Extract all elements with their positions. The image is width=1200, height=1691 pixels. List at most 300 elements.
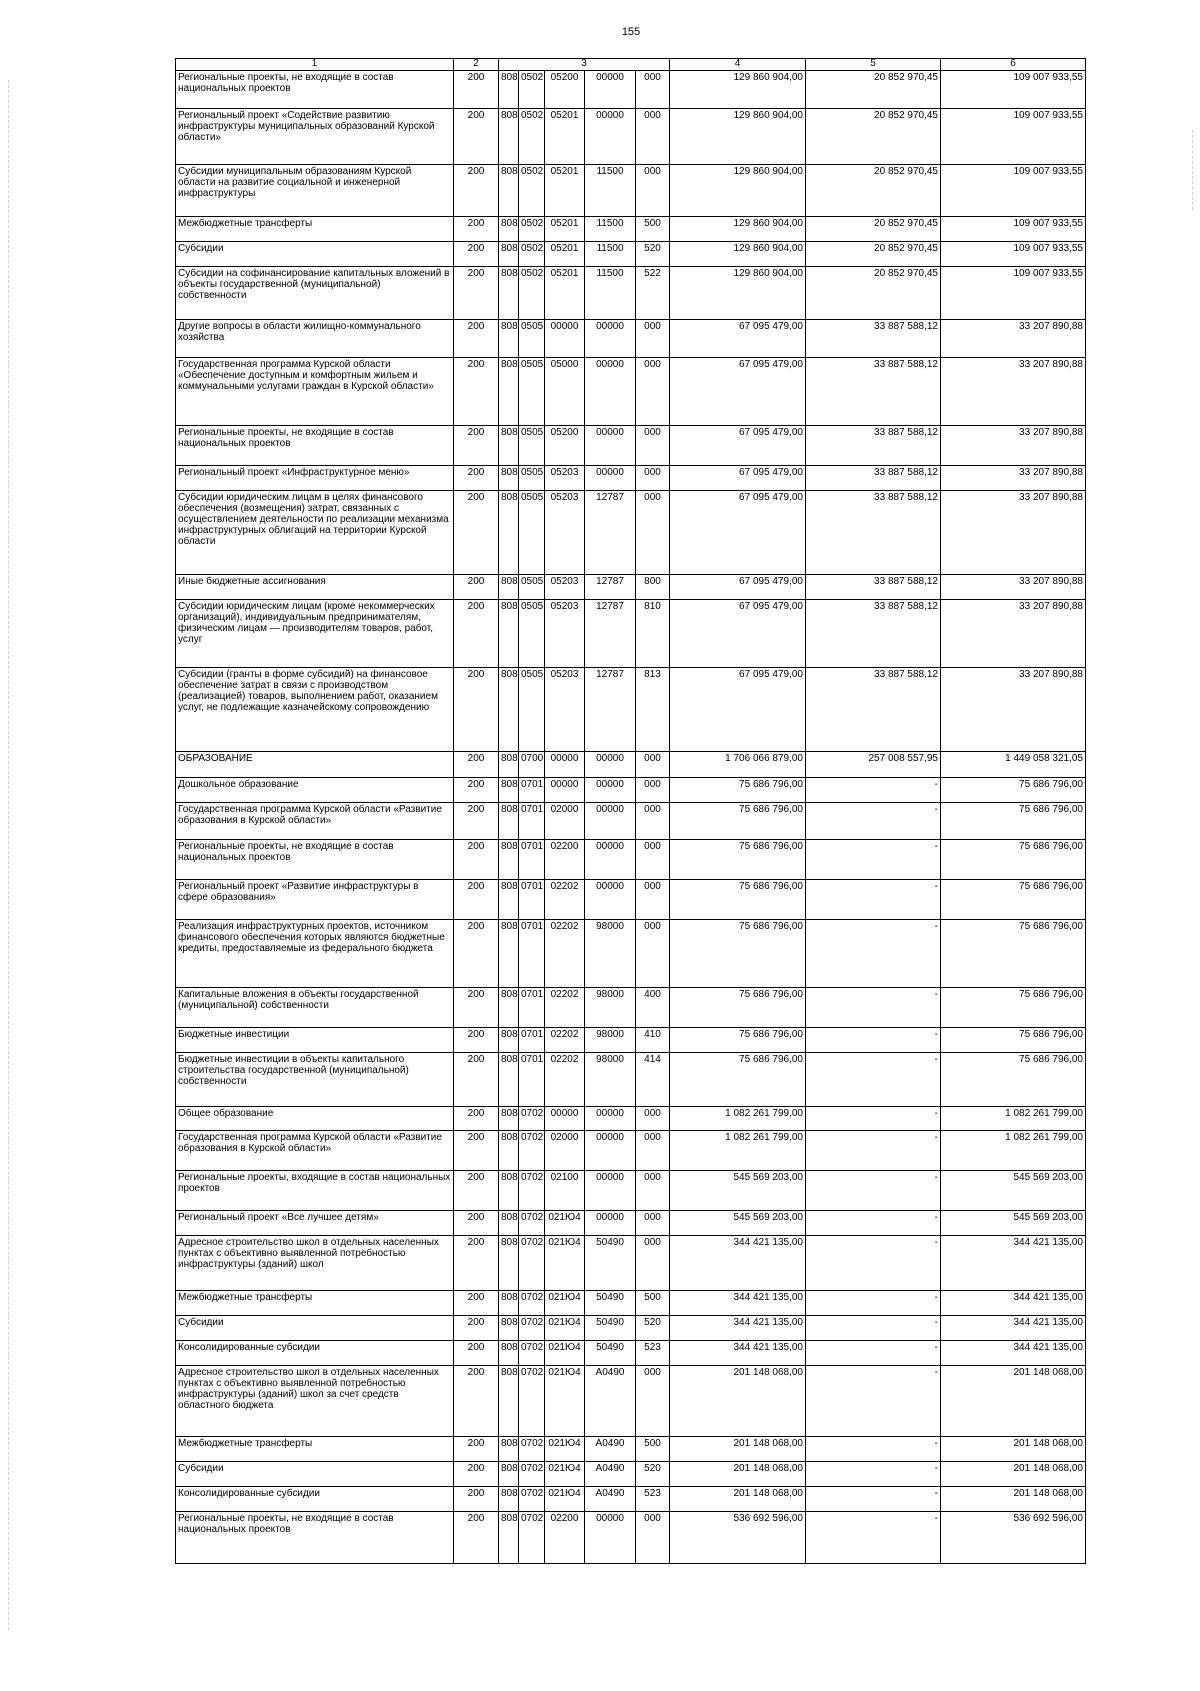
row-value-col4: 129 860 904,00 — [670, 242, 806, 267]
row-value-col5: 33 887 588,12 — [806, 358, 941, 426]
row-value-col6: 33 207 890,88 — [941, 600, 1086, 668]
row-value-col4: 201 148 068,00 — [670, 1487, 806, 1512]
row-value-col6: 75 686 796,00 — [941, 880, 1086, 920]
row-code-section: 0505 — [519, 358, 545, 426]
row-code-direction: 00000 — [585, 1131, 636, 1171]
row-code-ministry: 808 — [499, 575, 519, 600]
row-value-col4: 344 421 135,00 — [670, 1341, 806, 1366]
budget-table — [175, 58, 1086, 1564]
row-admin-code: 200 — [454, 840, 499, 880]
row-code-direction: А0490 — [585, 1437, 636, 1462]
row-value-col5: - — [806, 1211, 941, 1236]
row-name: Адресное строительство школ в отдельных населенных пунктах с объективно выявленной потребностью инфраструктуры (зданий) школ — [176, 1236, 454, 1291]
row-code-section: 0505 — [519, 668, 545, 752]
row-value-col4: 75 686 796,00 — [670, 988, 806, 1028]
row-code-expense-type: 813 — [636, 668, 670, 752]
row-admin-code: 200 — [454, 109, 499, 165]
row-code-ministry: 808 — [499, 752, 519, 778]
row-code-expense-type: 000 — [636, 920, 670, 988]
table-header — [176, 59, 1086, 71]
table-row — [176, 358, 1086, 426]
table-row — [176, 752, 1086, 778]
row-code-direction: 00000 — [585, 803, 636, 840]
row-value-col6: 1 082 261 799,00 — [941, 1107, 1086, 1131]
row-admin-code: 200 — [454, 466, 499, 491]
row-code-program: 00000 — [545, 778, 585, 803]
table-row — [176, 988, 1086, 1028]
row-value-col6: 75 686 796,00 — [941, 803, 1086, 840]
row-admin-code: 200 — [454, 752, 499, 778]
row-admin-code: 200 — [454, 880, 499, 920]
row-code-expense-type: 800 — [636, 575, 670, 600]
row-value-col5: 33 887 588,12 — [806, 600, 941, 668]
row-code-ministry: 808 — [499, 1462, 519, 1487]
row-admin-code: 200 — [454, 1107, 499, 1131]
row-value-col6: 75 686 796,00 — [941, 988, 1086, 1028]
row-code-ministry: 808 — [499, 880, 519, 920]
row-code-direction: 00000 — [585, 466, 636, 491]
row-code-section: 0701 — [519, 778, 545, 803]
row-value-col6: 344 421 135,00 — [941, 1236, 1086, 1291]
row-code-section: 0701 — [519, 880, 545, 920]
table-row — [176, 491, 1086, 575]
row-value-col4: 67 095 479,00 — [670, 491, 806, 575]
row-value-col4: 75 686 796,00 — [670, 778, 806, 803]
row-code-expense-type: 000 — [636, 1107, 670, 1131]
row-value-col4: 75 686 796,00 — [670, 1053, 806, 1107]
row-value-col5: - — [806, 1107, 941, 1131]
row-admin-code: 200 — [454, 1236, 499, 1291]
row-value-col5: 257 008 557,95 — [806, 752, 941, 778]
table-row — [176, 600, 1086, 668]
row-name: Консолидированные субсидии — [176, 1341, 454, 1366]
row-name: Субсидии муниципальным образованиям Курской области на развитие социальной и инженерной инфраструктуры — [176, 165, 454, 217]
row-name: Адресное строительство школ в отдельных населенных пунктах с объективно выявленной потребностью инфраструктуры (зданий) школ за счет средств областного бюджета — [176, 1366, 454, 1437]
row-name: Иные бюджетные ассигнования — [176, 575, 454, 600]
row-value-col5: - — [806, 1291, 941, 1316]
row-value-col6: 109 007 933,55 — [941, 267, 1086, 320]
row-code-section: 0502 — [519, 242, 545, 267]
row-code-direction: 98000 — [585, 988, 636, 1028]
row-value-col5: 33 887 588,12 — [806, 466, 941, 491]
row-code-program: 05201 — [545, 109, 585, 165]
row-code-section: 0702 — [519, 1211, 545, 1236]
row-code-direction: 11500 — [585, 165, 636, 217]
table-row — [176, 1316, 1086, 1341]
row-value-col6: 201 148 068,00 — [941, 1366, 1086, 1437]
row-value-col5: - — [806, 1236, 941, 1291]
table-row — [176, 165, 1086, 217]
row-value-col4: 67 095 479,00 — [670, 426, 806, 466]
row-code-program: 021Ю4 — [545, 1291, 585, 1316]
row-value-col4: 67 095 479,00 — [670, 668, 806, 752]
row-code-program: 05203 — [545, 491, 585, 575]
row-code-program: 05201 — [545, 267, 585, 320]
row-code-expense-type: 400 — [636, 988, 670, 1028]
row-value-col6: 109 007 933,55 — [941, 217, 1086, 242]
row-value-col6: 201 148 068,00 — [941, 1462, 1086, 1487]
row-admin-code: 200 — [454, 1341, 499, 1366]
row-code-program: 05201 — [545, 242, 585, 267]
row-value-col5: 33 887 588,12 — [806, 668, 941, 752]
row-code-section: 0700 — [519, 752, 545, 778]
row-code-ministry: 808 — [499, 600, 519, 668]
row-code-direction: А0490 — [585, 1487, 636, 1512]
row-value-col4: 67 095 479,00 — [670, 320, 806, 358]
row-code-expense-type: 500 — [636, 217, 670, 242]
row-code-expense-type: 520 — [636, 1462, 670, 1487]
row-value-col6: 33 207 890,88 — [941, 426, 1086, 466]
row-code-program: 02100 — [545, 1171, 585, 1211]
row-code-program: 05203 — [545, 668, 585, 752]
row-code-ministry: 808 — [499, 1366, 519, 1437]
row-name: Бюджетные инвестиции в объекты капитального строительства государственной (муниципальной) собственности — [176, 1053, 454, 1107]
row-code-expense-type: 000 — [636, 778, 670, 803]
row-value-col6: 33 207 890,88 — [941, 668, 1086, 752]
row-admin-code: 200 — [454, 491, 499, 575]
row-code-ministry: 808 — [499, 1053, 519, 1107]
table-row — [176, 1107, 1086, 1131]
row-admin-code: 200 — [454, 1437, 499, 1462]
row-value-col4: 1 706 066 879,00 — [670, 752, 806, 778]
row-code-program: 021Ю4 — [545, 1487, 585, 1512]
row-code-direction: 00000 — [585, 778, 636, 803]
row-value-col4: 201 148 068,00 — [670, 1366, 806, 1437]
row-value-col6: 109 007 933,55 — [941, 109, 1086, 165]
row-code-expense-type: 523 — [636, 1341, 670, 1366]
row-value-col5: 20 852 970,45 — [806, 165, 941, 217]
row-value-col4: 129 860 904,00 — [670, 267, 806, 320]
row-name: Государственная программа Курской области «Развитие образования в Курской области» — [176, 803, 454, 840]
row-value-col6: 75 686 796,00 — [941, 1053, 1086, 1107]
row-value-col6: 536 692 596,00 — [941, 1512, 1086, 1564]
row-code-program: 05201 — [545, 165, 585, 217]
table-row — [176, 840, 1086, 880]
row-admin-code: 200 — [454, 1487, 499, 1512]
row-value-col5: - — [806, 1341, 941, 1366]
row-code-program: 021Ю4 — [545, 1316, 585, 1341]
row-value-col4: 1 082 261 799,00 — [670, 1131, 806, 1171]
table-row — [176, 1462, 1086, 1487]
row-value-col5: 33 887 588,12 — [806, 426, 941, 466]
row-code-expense-type: 000 — [636, 358, 670, 426]
row-name: Капитальные вложения в объекты государственной (муниципальной) собственности — [176, 988, 454, 1028]
row-code-expense-type: 000 — [636, 803, 670, 840]
row-value-col4: 75 686 796,00 — [670, 803, 806, 840]
row-code-section: 0702 — [519, 1171, 545, 1211]
row-value-col5: 33 887 588,12 — [806, 575, 941, 600]
row-value-col5: - — [806, 1487, 941, 1512]
row-code-section: 0702 — [519, 1462, 545, 1487]
row-admin-code: 200 — [454, 1366, 499, 1437]
row-code-expense-type: 000 — [636, 1366, 670, 1437]
row-code-direction: 00000 — [585, 426, 636, 466]
row-code-program: 02202 — [545, 988, 585, 1028]
row-code-section: 0505 — [519, 491, 545, 575]
row-code-direction: А0490 — [585, 1462, 636, 1487]
row-value-col5: - — [806, 920, 941, 988]
row-name: Субсидии юридическим лицам в целях финансового обеспечения (возмещения) затрат, связанных с осуществлением деятельности по реализации механизма инфраструктурных облигаций на территории Курской области — [176, 491, 454, 575]
row-code-section: 0505 — [519, 466, 545, 491]
row-code-ministry: 808 — [499, 1211, 519, 1236]
header-col-4: 4 — [670, 59, 806, 71]
scan-edge-mark — [8, 80, 9, 1630]
table-row — [176, 1366, 1086, 1437]
row-code-program: 05203 — [545, 600, 585, 668]
row-value-col4: 75 686 796,00 — [670, 920, 806, 988]
row-value-col6: 109 007 933,55 — [941, 242, 1086, 267]
row-value-col6: 545 569 203,00 — [941, 1211, 1086, 1236]
row-code-expense-type: 520 — [636, 242, 670, 267]
row-value-col4: 201 148 068,00 — [670, 1437, 806, 1462]
page-number: 155 — [621, 26, 641, 38]
row-code-expense-type: 000 — [636, 466, 670, 491]
row-value-col5: - — [806, 778, 941, 803]
row-code-section: 0702 — [519, 1437, 545, 1462]
row-admin-code: 200 — [454, 1316, 499, 1341]
row-value-col6: 109 007 933,55 — [941, 71, 1086, 109]
table-row — [176, 466, 1086, 491]
row-value-col4: 67 095 479,00 — [670, 466, 806, 491]
row-code-expense-type: 000 — [636, 840, 670, 880]
row-code-section: 0702 — [519, 1316, 545, 1341]
row-name: Межбюджетные трансферты — [176, 1437, 454, 1462]
row-code-expense-type: 500 — [636, 1291, 670, 1316]
row-code-direction: 50490 — [585, 1316, 636, 1341]
row-value-col5: - — [806, 880, 941, 920]
row-code-expense-type: 000 — [636, 752, 670, 778]
row-code-direction: 00000 — [585, 1107, 636, 1131]
header-col-2: 2 — [454, 59, 499, 71]
row-value-col4: 201 148 068,00 — [670, 1462, 806, 1487]
row-code-expense-type: 000 — [636, 1236, 670, 1291]
row-value-col6: 75 686 796,00 — [941, 1028, 1086, 1053]
row-code-program: 05200 — [545, 71, 585, 109]
row-admin-code: 200 — [454, 267, 499, 320]
row-admin-code: 200 — [454, 920, 499, 988]
row-code-program: 02202 — [545, 1028, 585, 1053]
row-name: Региональные проекты, не входящие в состав национальных проектов — [176, 840, 454, 880]
row-value-col5: 20 852 970,45 — [806, 71, 941, 109]
row-name: Субсидии (гранты в форме субсидий) на финансовое обеспечение затрат в связи с производством (реализацией) товаров, выполнением работ, оказанием услуг, не подлежащие казначейскому сопровождению — [176, 668, 454, 752]
row-code-expense-type: 523 — [636, 1487, 670, 1512]
row-name: Реализация инфраструктурных проектов, источником финансового обеспечения которых являются бюджетные кредиты, предоставляемые из федерального бюджета — [176, 920, 454, 988]
row-value-col5: 33 887 588,12 — [806, 491, 941, 575]
row-code-section: 0702 — [519, 1341, 545, 1366]
row-code-direction: 98000 — [585, 920, 636, 988]
row-code-direction: 98000 — [585, 1028, 636, 1053]
row-code-section: 0702 — [519, 1236, 545, 1291]
row-code-ministry: 808 — [499, 1131, 519, 1171]
row-code-ministry: 808 — [499, 1316, 519, 1341]
table-row — [176, 1437, 1086, 1462]
table-row — [176, 803, 1086, 840]
table-row — [176, 668, 1086, 752]
row-code-program: 05201 — [545, 217, 585, 242]
row-code-program: 02202 — [545, 880, 585, 920]
row-code-ministry: 808 — [499, 1028, 519, 1053]
row-name: Региональные проекты, не входящие в состав национальных проектов — [176, 426, 454, 466]
row-value-col6: 75 686 796,00 — [941, 920, 1086, 988]
row-value-col5: 20 852 970,45 — [806, 267, 941, 320]
row-value-col5: - — [806, 1171, 941, 1211]
row-name: Консолидированные субсидии — [176, 1487, 454, 1512]
row-admin-code: 200 — [454, 1171, 499, 1211]
row-code-ministry: 808 — [499, 920, 519, 988]
row-code-expense-type: 000 — [636, 1171, 670, 1211]
row-value-col6: 33 207 890,88 — [941, 320, 1086, 358]
row-code-ministry: 808 — [499, 71, 519, 109]
row-code-program: 00000 — [545, 1107, 585, 1131]
table-row — [176, 320, 1086, 358]
row-code-section: 0505 — [519, 575, 545, 600]
row-code-expense-type: 000 — [636, 1131, 670, 1171]
row-admin-code: 200 — [454, 1028, 499, 1053]
row-code-ministry: 808 — [499, 1512, 519, 1564]
row-value-col6: 344 421 135,00 — [941, 1316, 1086, 1341]
row-code-ministry: 808 — [499, 1437, 519, 1462]
row-value-col4: 129 860 904,00 — [670, 165, 806, 217]
row-admin-code: 200 — [454, 165, 499, 217]
row-code-ministry: 808 — [499, 491, 519, 575]
row-value-col4: 75 686 796,00 — [670, 880, 806, 920]
row-code-ministry: 808 — [499, 1291, 519, 1316]
row-admin-code: 200 — [454, 803, 499, 840]
row-value-col6: 545 569 203,00 — [941, 1171, 1086, 1211]
row-value-col5: - — [806, 840, 941, 880]
row-value-col6: 109 007 933,55 — [941, 165, 1086, 217]
row-code-ministry: 808 — [499, 242, 519, 267]
row-code-ministry: 808 — [499, 426, 519, 466]
row-value-col5: 33 887 588,12 — [806, 320, 941, 358]
row-code-expense-type: 000 — [636, 320, 670, 358]
row-value-col5: - — [806, 1316, 941, 1341]
row-code-expense-type: 522 — [636, 267, 670, 320]
row-code-direction: 12787 — [585, 600, 636, 668]
table-row — [176, 1131, 1086, 1171]
row-name: Субсидии — [176, 1462, 454, 1487]
row-code-section: 0701 — [519, 1053, 545, 1107]
row-value-col5: 20 852 970,45 — [806, 217, 941, 242]
row-name: Субсидии на софинансирование капитальных вложений в объекты государственной (муниципальной) собственности — [176, 267, 454, 320]
row-admin-code: 200 — [454, 1131, 499, 1171]
row-value-col5: 20 852 970,45 — [806, 242, 941, 267]
row-value-col6: 33 207 890,88 — [941, 358, 1086, 426]
row-name: Бюджетные инвестиции — [176, 1028, 454, 1053]
row-code-section: 0505 — [519, 426, 545, 466]
row-admin-code: 200 — [454, 1053, 499, 1107]
row-code-direction: 11500 — [585, 242, 636, 267]
row-code-section: 0701 — [519, 1028, 545, 1053]
row-admin-code: 200 — [454, 217, 499, 242]
row-name: Государственная программа Курской области «Развитие образования в Курской области» — [176, 1131, 454, 1171]
row-name: Общее образование — [176, 1107, 454, 1131]
row-code-section: 0702 — [519, 1291, 545, 1316]
row-value-col5: - — [806, 1131, 941, 1171]
row-value-col5: - — [806, 803, 941, 840]
row-code-direction: 00000 — [585, 1512, 636, 1564]
table-row — [176, 109, 1086, 165]
row-value-col4: 344 421 135,00 — [670, 1291, 806, 1316]
row-name: Дошкольное образование — [176, 778, 454, 803]
row-value-col5: - — [806, 1053, 941, 1107]
row-name: ОБРАЗОВАНИЕ — [176, 752, 454, 778]
row-value-col5: - — [806, 1462, 941, 1487]
row-code-direction: 11500 — [585, 267, 636, 320]
row-value-col6: 344 421 135,00 — [941, 1341, 1086, 1366]
row-code-direction: 98000 — [585, 1053, 636, 1107]
row-value-col4: 67 095 479,00 — [670, 575, 806, 600]
row-value-col4: 545 569 203,00 — [670, 1171, 806, 1211]
row-code-section: 0701 — [519, 920, 545, 988]
row-value-col5: - — [806, 1437, 941, 1462]
row-value-col6: 75 686 796,00 — [941, 840, 1086, 880]
row-admin-code: 200 — [454, 988, 499, 1028]
row-admin-code: 200 — [454, 575, 499, 600]
row-value-col4: 1 082 261 799,00 — [670, 1107, 806, 1131]
row-code-direction: 50490 — [585, 1236, 636, 1291]
table-row — [176, 1236, 1086, 1291]
row-admin-code: 200 — [454, 358, 499, 426]
row-value-col6: 1 082 261 799,00 — [941, 1131, 1086, 1171]
row-code-section: 0702 — [519, 1107, 545, 1131]
row-code-ministry: 808 — [499, 109, 519, 165]
row-code-expense-type: 520 — [636, 1316, 670, 1341]
row-name: Региональный проект «Развитие инфраструктуры в сфере образования» — [176, 880, 454, 920]
row-code-ministry: 808 — [499, 1341, 519, 1366]
row-name: Региональные проекты, не входящие в состав национальных проектов — [176, 71, 454, 109]
row-admin-code: 200 — [454, 320, 499, 358]
row-name: Региональный проект «Инфраструктурное меню» — [176, 466, 454, 491]
row-code-section: 0505 — [519, 320, 545, 358]
row-name: Субсидии — [176, 1316, 454, 1341]
row-value-col4: 344 421 135,00 — [670, 1236, 806, 1291]
row-code-program: 05000 — [545, 358, 585, 426]
row-code-section: 0505 — [519, 600, 545, 668]
row-code-direction: 00000 — [585, 1211, 636, 1236]
row-code-direction: 11500 — [585, 217, 636, 242]
row-code-ministry: 808 — [499, 358, 519, 426]
row-code-expense-type: 000 — [636, 165, 670, 217]
row-code-expense-type: 000 — [636, 1512, 670, 1564]
row-code-section: 0702 — [519, 1366, 545, 1437]
table-row — [176, 778, 1086, 803]
row-code-section: 0702 — [519, 1512, 545, 1564]
row-code-program: 021Ю4 — [545, 1211, 585, 1236]
row-value-col5: - — [806, 1366, 941, 1437]
row-code-ministry: 808 — [499, 778, 519, 803]
table-row — [176, 71, 1086, 109]
header-col-3: 3 — [499, 59, 670, 71]
row-code-section: 0701 — [519, 803, 545, 840]
row-code-expense-type: 000 — [636, 426, 670, 466]
row-code-program: 02200 — [545, 1512, 585, 1564]
row-name: Субсидии юридическим лицам (кроме некоммерческих организаций), индивидуальным предпринимателям, физическим лицам — производителям товаров, работ, услуг — [176, 600, 454, 668]
table-body — [176, 71, 1086, 1564]
row-code-program: 02202 — [545, 920, 585, 988]
row-code-direction: 00000 — [585, 109, 636, 165]
row-code-expense-type: 810 — [636, 600, 670, 668]
row-code-ministry: 808 — [499, 1171, 519, 1211]
table-row — [176, 426, 1086, 466]
table-row — [176, 1053, 1086, 1107]
row-admin-code: 200 — [454, 1211, 499, 1236]
row-value-col4: 67 095 479,00 — [670, 600, 806, 668]
row-code-section: 0502 — [519, 71, 545, 109]
row-value-col4: 536 692 596,00 — [670, 1512, 806, 1564]
row-value-col5: 20 852 970,45 — [806, 109, 941, 165]
header-col-6: 6 — [941, 59, 1086, 71]
